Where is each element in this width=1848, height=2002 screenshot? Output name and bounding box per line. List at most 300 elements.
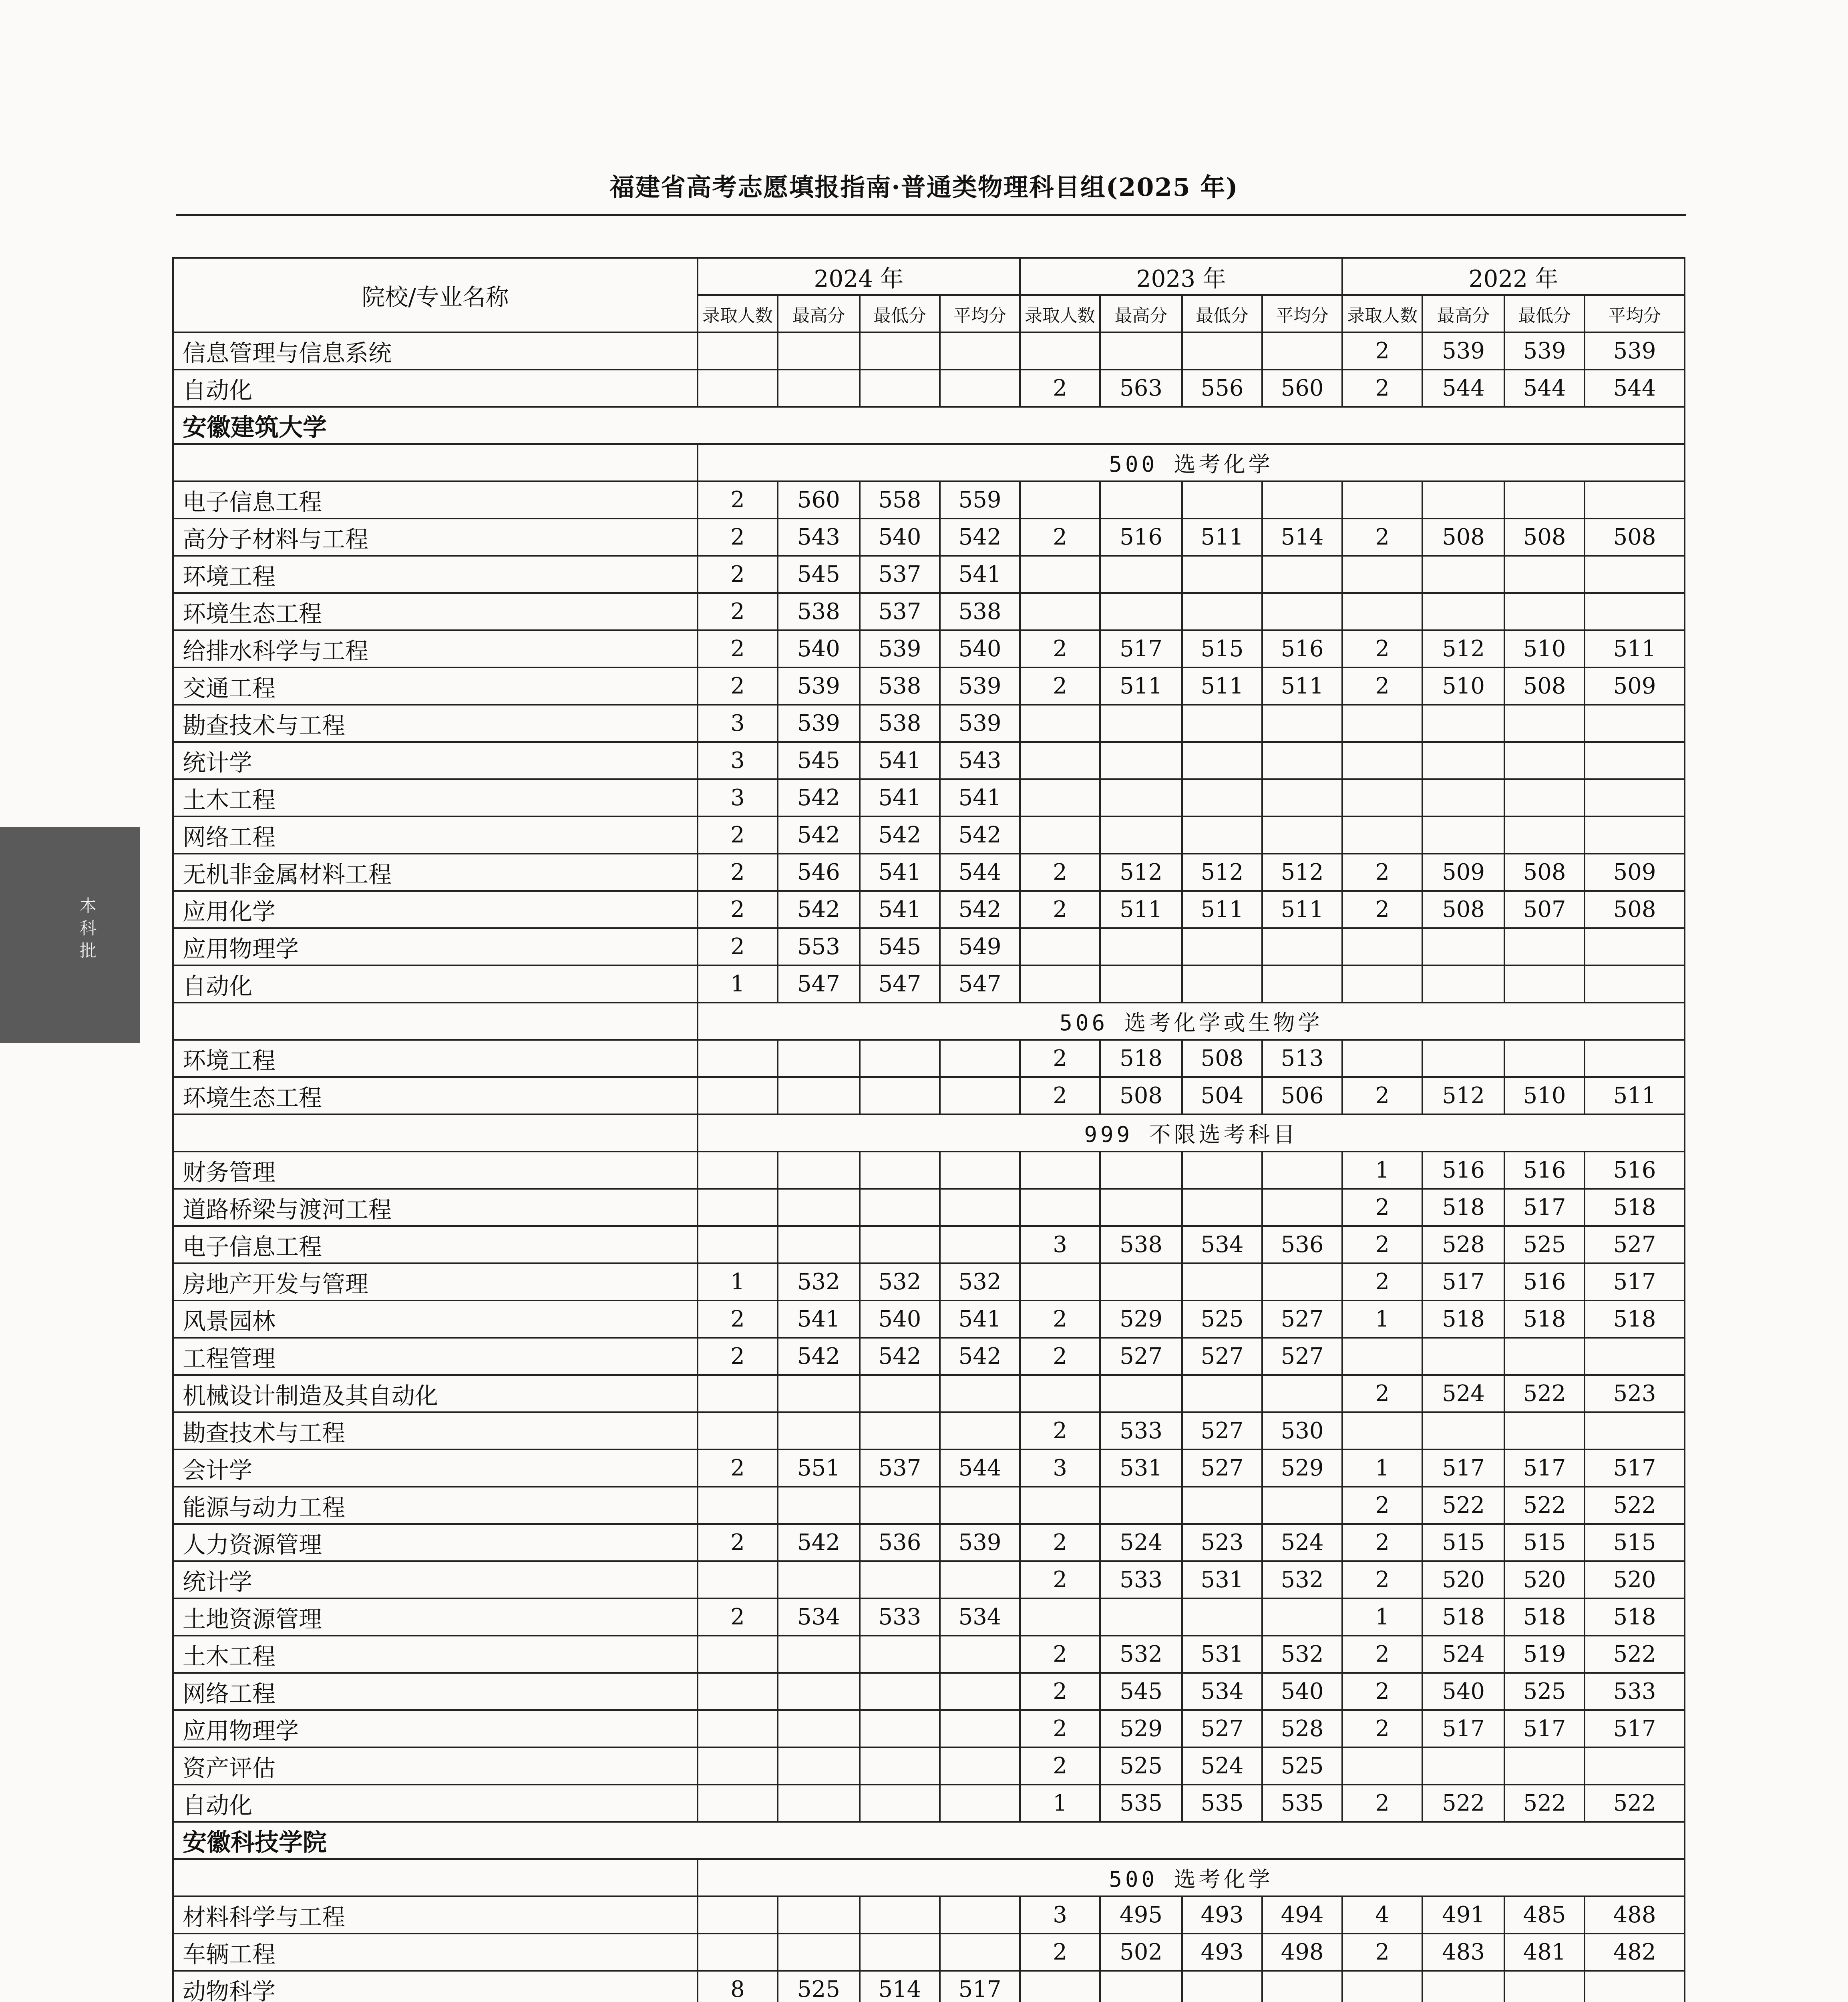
major-name: 信息管理与信息系统	[173, 332, 698, 370]
y2023-count-cell: 2	[1020, 1300, 1100, 1338]
y2023-count-cell	[1020, 928, 1100, 965]
y2023-avg-cell	[1262, 593, 1342, 630]
y2024-count-cell: 2	[698, 481, 778, 519]
y2023-avg-cell: 536	[1262, 1226, 1342, 1263]
y2024-avg-cell	[940, 1077, 1020, 1114]
y2023-count-cell	[1020, 1189, 1100, 1226]
y2024-max-cell	[778, 1226, 860, 1263]
y2022-max-cell: 508	[1422, 891, 1504, 928]
major-name: 应用物理学	[173, 928, 698, 965]
y2022-count-cell: 2	[1342, 1785, 1422, 1822]
y2024-min-cell	[860, 1785, 940, 1822]
major-name: 工程管理	[173, 1338, 698, 1375]
y2023-count-cell: 2	[1020, 1710, 1100, 1747]
table-row	[173, 1189, 1685, 1226]
y2023-min-cell: 527	[1182, 1710, 1262, 1747]
y2023-max-cell: 545	[1100, 1673, 1182, 1710]
y2022-avg-cell: 515	[1585, 1524, 1685, 1561]
y2024-max-cell: 538	[778, 593, 860, 630]
major-name: 应用物理学	[173, 1710, 698, 1747]
table-row	[173, 816, 1685, 854]
y2023-avg-cell	[1262, 1487, 1342, 1524]
table-row	[173, 1971, 1685, 2002]
y2024-count-cell: 2	[698, 891, 778, 928]
y2023-avg-cell: 494	[1262, 1896, 1342, 1934]
y2024-max-cell	[778, 1375, 860, 1412]
y2022-avg-cell	[1585, 1971, 1685, 2002]
side-tab	[0, 827, 140, 1043]
major-name: 道路桥梁与渡河工程	[173, 1189, 698, 1226]
y2023-min-cell: 527	[1182, 1449, 1262, 1487]
y2023-avg-cell	[1262, 1375, 1342, 1412]
header-year-2023: 2023 年	[1020, 258, 1342, 295]
y2022-count-cell: 2	[1342, 854, 1422, 891]
y2024-min-cell: 540	[860, 1300, 940, 1338]
y2022-max-cell: 544	[1422, 370, 1504, 407]
y2022-max-cell	[1422, 1412, 1504, 1449]
y2022-max-cell	[1422, 481, 1504, 519]
y2023-max-cell	[1100, 1263, 1182, 1300]
sub-header-count: 录取人数	[698, 295, 778, 332]
table-row	[173, 1449, 1685, 1487]
y2023-max-cell: 524	[1100, 1524, 1182, 1561]
y2022-min-cell	[1504, 816, 1585, 854]
y2023-min-cell: 511	[1182, 891, 1262, 928]
y2023-min-cell: 531	[1182, 1561, 1262, 1598]
y2024-max-cell	[778, 1710, 860, 1747]
y2022-min-cell: 539	[1504, 332, 1585, 370]
y2022-avg-cell	[1585, 1040, 1685, 1077]
y2024-max-cell: 525	[778, 1971, 860, 2002]
y2022-min-cell: 516	[1504, 1152, 1585, 1189]
major-name: 自动化	[173, 1785, 698, 1822]
y2024-avg-cell	[940, 1636, 1020, 1673]
y2022-count-cell: 1	[1342, 1598, 1422, 1636]
y2022-max-cell: 512	[1422, 630, 1504, 667]
y2024-min-cell: 538	[860, 705, 940, 742]
sub-header-min: 最低分	[1504, 295, 1585, 332]
y2022-max-cell: 520	[1422, 1561, 1504, 1598]
y2022-max-cell: 512	[1422, 1077, 1504, 1114]
table-row	[173, 1934, 1685, 1971]
y2022-max-cell: 524	[1422, 1636, 1504, 1673]
y2024-min-cell: 542	[860, 816, 940, 854]
y2023-max-cell	[1100, 779, 1182, 816]
y2023-max-cell: 532	[1100, 1636, 1182, 1673]
y2022-max-cell: 540	[1422, 1673, 1504, 1710]
y2024-count-cell: 2	[698, 1524, 778, 1561]
y2024-min-cell: 541	[860, 742, 940, 779]
y2024-avg-cell	[940, 1561, 1020, 1598]
y2024-max-cell: 542	[778, 1338, 860, 1375]
y2023-count-cell: 2	[1020, 1412, 1100, 1449]
y2023-max-cell: 502	[1100, 1934, 1182, 1971]
y2023-max-cell	[1100, 705, 1182, 742]
y2023-min-cell: 534	[1182, 1226, 1262, 1263]
y2022-avg-cell	[1585, 742, 1685, 779]
y2023-avg-cell: 560	[1262, 370, 1342, 407]
y2022-min-cell: 515	[1504, 1524, 1585, 1561]
y2023-min-cell	[1182, 1598, 1262, 1636]
y2022-count-cell: 2	[1342, 1673, 1422, 1710]
y2022-min-cell: 510	[1504, 630, 1585, 667]
y2022-avg-cell	[1585, 593, 1685, 630]
y2023-avg-cell: 540	[1262, 1673, 1342, 1710]
y2022-avg-cell: 522	[1585, 1636, 1685, 1673]
major-name: 统计学	[173, 742, 698, 779]
y2022-count-cell: 2	[1342, 1077, 1422, 1114]
table-row	[173, 481, 1685, 519]
y2023-min-cell: 512	[1182, 854, 1262, 891]
y2022-min-cell: 525	[1504, 1673, 1585, 1710]
y2022-count-cell: 2	[1342, 1226, 1422, 1263]
y2023-avg-cell: 516	[1262, 630, 1342, 667]
y2023-count-cell: 2	[1020, 1338, 1100, 1375]
major-name: 勘查技术与工程	[173, 705, 698, 742]
y2023-max-cell	[1100, 593, 1182, 630]
y2024-count-cell	[698, 1636, 778, 1673]
y2023-avg-cell: 513	[1262, 1040, 1342, 1077]
y2022-avg-cell: 518	[1585, 1300, 1685, 1338]
y2022-min-cell: 525	[1504, 1226, 1585, 1263]
y2022-avg-cell: 516	[1585, 1152, 1685, 1189]
sub-header-max: 最高分	[778, 295, 860, 332]
y2023-max-cell: 531	[1100, 1449, 1182, 1487]
y2024-avg-cell: 544	[940, 854, 1020, 891]
table-row	[173, 928, 1685, 965]
table-row	[173, 1673, 1685, 1710]
y2023-avg-cell: 530	[1262, 1412, 1342, 1449]
y2024-min-cell: 547	[860, 965, 940, 1003]
y2024-max-cell	[778, 1189, 860, 1226]
y2023-avg-cell: 529	[1262, 1449, 1342, 1487]
y2022-avg-cell	[1585, 965, 1685, 1003]
y2024-max-cell	[778, 1561, 860, 1598]
y2022-avg-cell: 520	[1585, 1561, 1685, 1598]
y2024-avg-cell	[940, 1375, 1020, 1412]
y2023-avg-cell	[1262, 332, 1342, 370]
y2023-max-cell	[1100, 1598, 1182, 1636]
y2023-count-cell: 2	[1020, 1077, 1100, 1114]
y2022-avg-cell: 482	[1585, 1934, 1685, 1971]
major-name: 无机非金属材料工程	[173, 854, 698, 891]
y2024-max-cell: 532	[778, 1263, 860, 1300]
y2023-max-cell	[1100, 1189, 1182, 1226]
y2024-count-cell	[698, 332, 778, 370]
y2023-count-cell	[1020, 779, 1100, 816]
y2023-avg-cell: 532	[1262, 1561, 1342, 1598]
y2023-max-cell	[1100, 928, 1182, 965]
y2024-min-cell	[860, 1487, 940, 1524]
y2024-avg-cell	[940, 1412, 1020, 1449]
y2022-max-cell: 522	[1422, 1487, 1504, 1524]
y2024-min-cell: 541	[860, 891, 940, 928]
y2022-max-cell: 518	[1422, 1300, 1504, 1338]
y2023-avg-cell	[1262, 1152, 1342, 1189]
y2022-count-cell: 2	[1342, 1710, 1422, 1747]
y2023-min-cell: 534	[1182, 1673, 1262, 1710]
y2023-max-cell: 512	[1100, 854, 1182, 891]
header-year-2022: 2022 年	[1342, 258, 1685, 295]
y2024-avg-cell: 541	[940, 779, 1020, 816]
table-row	[173, 556, 1685, 593]
subject-requirement-row	[173, 1114, 1685, 1152]
y2023-min-cell: 515	[1182, 630, 1262, 667]
sub-header-count: 录取人数	[1342, 295, 1422, 332]
y2022-min-cell	[1504, 928, 1585, 965]
y2024-max-cell: 545	[778, 742, 860, 779]
sub-header-avg: 平均分	[1585, 295, 1685, 332]
y2023-min-cell: 508	[1182, 1040, 1262, 1077]
major-name: 环境生态工程	[173, 593, 698, 630]
y2024-count-cell: 1	[698, 1263, 778, 1300]
y2023-avg-cell: 528	[1262, 1710, 1342, 1747]
y2024-count-cell	[698, 1226, 778, 1263]
y2024-min-cell: 537	[860, 593, 940, 630]
y2024-avg-cell: 542	[940, 816, 1020, 854]
y2022-min-cell: 522	[1504, 1785, 1585, 1822]
y2024-max-cell	[778, 332, 860, 370]
y2023-count-cell	[1020, 332, 1100, 370]
y2022-avg-cell: 533	[1585, 1673, 1685, 1710]
y2023-count-cell	[1020, 481, 1100, 519]
y2023-max-cell: 533	[1100, 1561, 1182, 1598]
side-tab-char: 本	[79, 896, 97, 916]
y2022-min-cell: 522	[1504, 1487, 1585, 1524]
y2023-avg-cell: 511	[1262, 667, 1342, 705]
y2022-min-cell	[1504, 556, 1585, 593]
y2022-count-cell: 2	[1342, 1189, 1422, 1226]
y2023-min-cell	[1182, 1152, 1262, 1189]
y2022-max-cell	[1422, 1971, 1504, 2002]
y2022-max-cell: 522	[1422, 1785, 1504, 1822]
y2023-max-cell: 527	[1100, 1338, 1182, 1375]
y2024-min-cell: 541	[860, 779, 940, 816]
major-name: 统计学	[173, 1561, 698, 1598]
sub-header-min: 最低分	[1182, 295, 1262, 332]
y2023-min-cell: 511	[1182, 667, 1262, 705]
subject-requirement: 999 不限选考科目	[698, 1114, 1685, 1152]
y2022-min-cell	[1504, 1747, 1585, 1785]
y2023-min-cell	[1182, 816, 1262, 854]
major-name: 电子信息工程	[173, 481, 698, 519]
y2024-count-cell: 2	[698, 854, 778, 891]
y2023-avg-cell: 527	[1262, 1338, 1342, 1375]
y2023-min-cell: 524	[1182, 1747, 1262, 1785]
y2024-count-cell: 8	[698, 1971, 778, 2002]
y2024-count-cell: 1	[698, 965, 778, 1003]
y2024-max-cell	[778, 1934, 860, 1971]
y2023-count-cell: 3	[1020, 1896, 1100, 1934]
y2023-avg-cell	[1262, 816, 1342, 854]
y2024-max-cell	[778, 1747, 860, 1785]
y2023-max-cell: 516	[1100, 519, 1182, 556]
y2022-min-cell: 507	[1504, 891, 1585, 928]
subject-requirement: 500 选考化学	[698, 444, 1685, 481]
y2023-count-cell: 2	[1020, 667, 1100, 705]
y2022-max-cell	[1422, 742, 1504, 779]
major-name: 环境工程	[173, 1040, 698, 1077]
y2022-avg-cell: 523	[1585, 1375, 1685, 1412]
table-row	[173, 1300, 1685, 1338]
y2024-avg-cell: 539	[940, 667, 1020, 705]
table-row	[173, 1524, 1685, 1561]
y2023-max-cell	[1100, 332, 1182, 370]
y2024-avg-cell: 517	[940, 1971, 1020, 2002]
y2023-min-cell: 535	[1182, 1785, 1262, 1822]
y2022-count-cell: 2	[1342, 891, 1422, 928]
major-name: 电子信息工程	[173, 1226, 698, 1263]
y2024-max-cell: 542	[778, 816, 860, 854]
y2022-avg-cell: 517	[1585, 1263, 1685, 1300]
y2022-count-cell	[1342, 928, 1422, 965]
y2022-avg-cell	[1585, 556, 1685, 593]
y2024-max-cell	[778, 1487, 860, 1524]
y2024-count-cell	[698, 1710, 778, 1747]
y2024-count-cell	[698, 1375, 778, 1412]
y2023-min-cell: 504	[1182, 1077, 1262, 1114]
y2024-count-cell: 2	[698, 1598, 778, 1636]
y2023-avg-cell: 524	[1262, 1524, 1342, 1561]
y2024-max-cell: 539	[778, 667, 860, 705]
y2023-max-cell	[1100, 965, 1182, 1003]
y2022-max-cell	[1422, 556, 1504, 593]
table-row	[173, 1077, 1685, 1114]
y2022-count-cell: 1	[1342, 1300, 1422, 1338]
major-name: 网络工程	[173, 1673, 698, 1710]
y2023-max-cell	[1100, 1152, 1182, 1189]
y2024-avg-cell: 549	[940, 928, 1020, 965]
y2024-count-cell: 2	[698, 630, 778, 667]
y2022-count-cell	[1342, 1040, 1422, 1077]
y2024-max-cell: 542	[778, 891, 860, 928]
y2023-avg-cell	[1262, 1971, 1342, 2002]
table-row	[173, 705, 1685, 742]
y2024-min-cell	[860, 332, 940, 370]
table-row	[173, 1226, 1685, 1263]
y2022-min-cell: 517	[1504, 1189, 1585, 1226]
table-row	[173, 1487, 1685, 1524]
y2022-count-cell: 2	[1342, 370, 1422, 407]
major-name: 财务管理	[173, 1152, 698, 1189]
y2024-avg-cell: 538	[940, 593, 1020, 630]
y2024-avg-cell: 544	[940, 1449, 1020, 1487]
major-name: 交通工程	[173, 667, 698, 705]
y2023-max-cell: 508	[1100, 1077, 1182, 1114]
table-row	[173, 1710, 1685, 1747]
y2022-count-cell	[1342, 965, 1422, 1003]
y2024-count-cell: 2	[698, 1338, 778, 1375]
y2023-max-cell: 529	[1100, 1300, 1182, 1338]
y2023-count-cell: 2	[1020, 891, 1100, 928]
y2022-avg-cell: 518	[1585, 1598, 1685, 1636]
y2022-max-cell	[1422, 593, 1504, 630]
y2022-max-cell: 524	[1422, 1375, 1504, 1412]
y2023-max-cell: 525	[1100, 1747, 1182, 1785]
y2024-avg-cell	[940, 1040, 1020, 1077]
y2022-max-cell: 483	[1422, 1934, 1504, 1971]
y2023-min-cell	[1182, 1189, 1262, 1226]
y2024-count-cell: 2	[698, 1449, 778, 1487]
y2023-count-cell	[1020, 742, 1100, 779]
major-name: 高分子材料与工程	[173, 519, 698, 556]
y2023-count-cell: 2	[1020, 370, 1100, 407]
major-name: 人力资源管理	[173, 1524, 698, 1561]
y2024-avg-cell: 541	[940, 1300, 1020, 1338]
y2023-min-cell	[1182, 1375, 1262, 1412]
y2023-count-cell	[1020, 1971, 1100, 2002]
y2023-min-cell: 527	[1182, 1412, 1262, 1449]
y2023-avg-cell: 527	[1262, 1300, 1342, 1338]
y2023-min-cell	[1182, 965, 1262, 1003]
y2024-min-cell	[860, 1412, 940, 1449]
y2024-max-cell: 542	[778, 1524, 860, 1561]
y2023-avg-cell: 506	[1262, 1077, 1342, 1114]
y2022-count-cell	[1342, 1747, 1422, 1785]
y2023-max-cell: 518	[1100, 1040, 1182, 1077]
sub-header-count: 录取人数	[1020, 295, 1100, 332]
y2023-max-cell: 495	[1100, 1896, 1182, 1934]
y2023-min-cell	[1182, 556, 1262, 593]
y2022-min-cell	[1504, 1040, 1585, 1077]
y2023-max-cell: 529	[1100, 1710, 1182, 1747]
y2023-avg-cell	[1262, 779, 1342, 816]
y2022-max-cell	[1422, 1040, 1504, 1077]
y2024-min-cell: 538	[860, 667, 940, 705]
y2022-max-cell: 517	[1422, 1710, 1504, 1747]
y2023-max-cell: 511	[1100, 667, 1182, 705]
subject-row-blank	[173, 1114, 698, 1152]
y2024-max-cell: 541	[778, 1300, 860, 1338]
y2023-max-cell	[1100, 481, 1182, 519]
y2023-count-cell: 2	[1020, 519, 1100, 556]
sub-header-max: 最高分	[1100, 295, 1182, 332]
table-body	[173, 332, 1685, 2002]
y2023-min-cell	[1182, 742, 1262, 779]
table-row	[173, 1040, 1685, 1077]
side-tab-label	[76, 895, 100, 962]
y2023-max-cell	[1100, 816, 1182, 854]
y2024-count-cell: 3	[698, 705, 778, 742]
major-name: 给排水科学与工程	[173, 630, 698, 667]
y2023-min-cell: 493	[1182, 1934, 1262, 1971]
table-row	[173, 630, 1685, 667]
y2024-count-cell	[698, 1785, 778, 1822]
y2022-avg-cell: 544	[1585, 370, 1685, 407]
y2022-max-cell: 539	[1422, 332, 1504, 370]
y2022-max-cell	[1422, 816, 1504, 854]
y2022-avg-cell	[1585, 816, 1685, 854]
table-row	[173, 779, 1685, 816]
y2023-min-cell	[1182, 928, 1262, 965]
y2023-count-cell	[1020, 1263, 1100, 1300]
y2024-avg-cell	[940, 1710, 1020, 1747]
y2022-count-cell	[1342, 705, 1422, 742]
y2022-max-cell	[1422, 965, 1504, 1003]
major-name: 能源与动力工程	[173, 1487, 698, 1524]
y2022-count-cell: 2	[1342, 1375, 1422, 1412]
y2022-max-cell	[1422, 779, 1504, 816]
y2022-avg-cell	[1585, 928, 1685, 965]
table-row	[173, 891, 1685, 928]
y2022-avg-cell: 508	[1585, 891, 1685, 928]
y2024-avg-cell: 547	[940, 965, 1020, 1003]
y2024-avg-cell	[940, 1189, 1020, 1226]
y2022-min-cell	[1504, 1971, 1585, 2002]
y2024-max-cell	[778, 1077, 860, 1114]
sub-header-min: 最低分	[860, 295, 940, 332]
y2023-count-cell: 1	[1020, 1785, 1100, 1822]
